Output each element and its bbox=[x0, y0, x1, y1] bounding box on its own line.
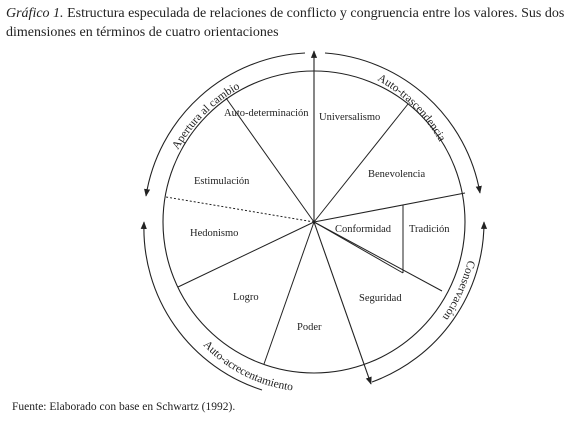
dimension-autoacrecentamiento-text: Auto-acrecentamiento bbox=[200, 338, 294, 394]
horizontal-axis-line bbox=[314, 193, 465, 222]
caption-text: Estructura especulada de relaciones de conflicto y congruencia entre los valores. Sus dos dimensiones en términos de cuatro orientaciones bbox=[6, 6, 565, 40]
figure-source: Fuente: Elaborado con base en Schwartz (1992). bbox=[12, 401, 236, 413]
label-seguridad: Seguridad bbox=[359, 293, 402, 304]
label-hedonismo: Hedonismo bbox=[190, 228, 239, 239]
label-estimulacion: Estimulación bbox=[194, 176, 250, 187]
dimension-conservacion bbox=[440, 259, 477, 323]
label-tradicion: Tradición bbox=[409, 224, 450, 235]
dimension-autotrascendencia bbox=[375, 72, 447, 144]
label-conformidad: Conformidad bbox=[335, 224, 391, 235]
dimension-apertura-text: Apertura al cambio bbox=[170, 80, 242, 152]
label-autodeterminacion: Auto-determinación bbox=[224, 108, 309, 119]
label-universalismo: Universalismo bbox=[319, 112, 381, 123]
dimension-conservacion-text: Conservación bbox=[439, 259, 477, 323]
arc-autoacrecentamiento bbox=[144, 222, 262, 390]
caption-label: Gráfico 1. bbox=[6, 6, 64, 21]
label-logro: Logro bbox=[233, 292, 259, 303]
dimension-autotrascendencia-text: Auto-trascendencia bbox=[375, 72, 448, 144]
label-poder: Poder bbox=[297, 322, 322, 333]
label-benevolencia: Benevolencia bbox=[368, 169, 426, 180]
